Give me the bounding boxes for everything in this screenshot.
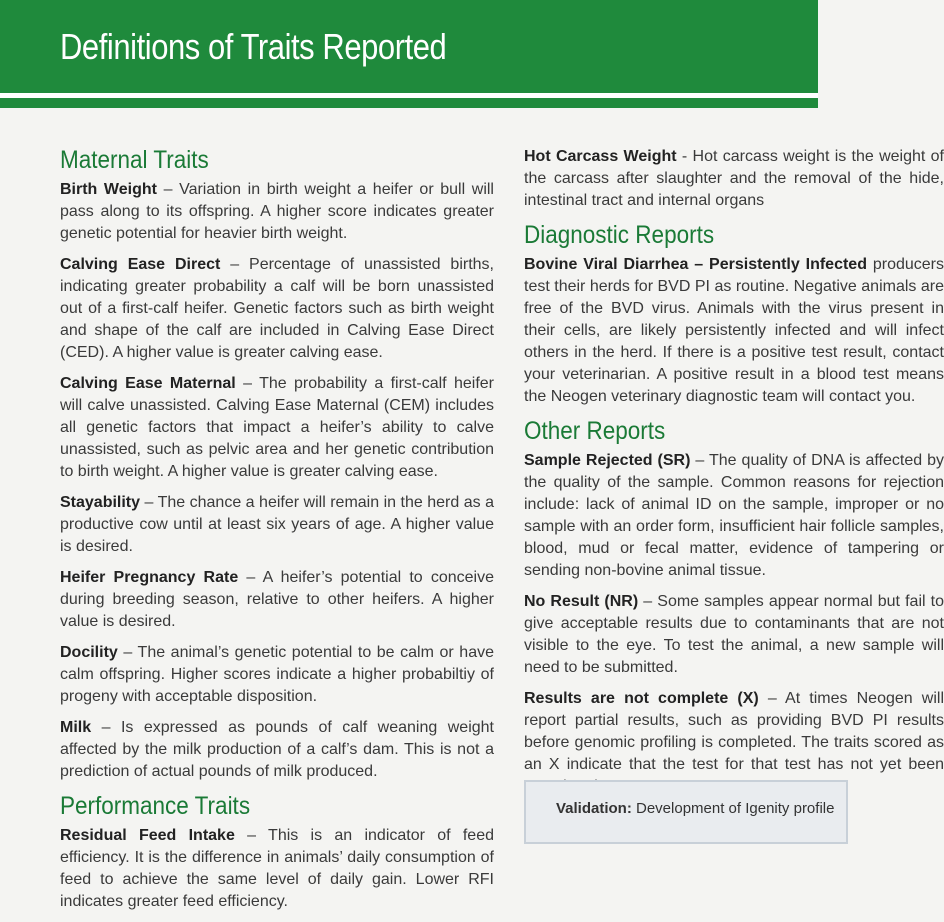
trait-stayability <box>60 492 494 558</box>
section-heading-diagnostic: Diagnostic Reports <box>524 221 715 249</box>
section-heading-performance: Performance Traits <box>60 792 251 820</box>
definition: – Some samples appear normal but fail to give acceptable results due to contaminants that are not visible to the eye. To test the animal, a new sample will need to be submitted. <box>524 593 944 676</box>
term: Hot Carcass Weight <box>524 148 677 165</box>
term: Docility <box>60 644 118 661</box>
validation-box <box>524 780 848 844</box>
definition: – At times Neogen will report partial results, such as providing BVD PI results before genomic profiling is completed. The traits scored as an X indicate that the test for that test has not yet been <box>524 690 944 773</box>
trait-docility <box>60 642 494 708</box>
trait-calving-ease-maternal <box>60 373 494 483</box>
trait-hot-carcass-weight <box>524 146 944 212</box>
page-title: Definitions of Traits Reported <box>60 26 447 67</box>
term: Bovine Viral Diarrhea – Persistently Infected <box>524 256 867 273</box>
definition: – Variation in birth weight a heifer or bull will pass along to its offspring. A higher score indicates greater genetic potential for heavier birth weight. <box>60 181 494 242</box>
validation-body: Development of Igenity profile <box>631 800 835 817</box>
definition: – Percentage of unassisted births, indicating greater probability a calf will be born unassisted out of a first-calf heifer. Genetic factors such as birth weight and shape of the calf are included in Calving Ease Direct (CED). A higher value is greater calving ease. <box>60 256 494 361</box>
report-sample-rejected <box>524 450 944 582</box>
left-column <box>60 140 494 922</box>
trait-milk <box>60 717 494 783</box>
trait-residual-feed-intake <box>60 825 494 913</box>
validation-text <box>556 800 834 817</box>
term: Heifer Pregnancy Rate <box>60 569 239 586</box>
term: Results are not complete (X) <box>524 690 759 707</box>
definition: – The probability a first-calf heifer will calve unassisted. Calving Ease Maternal (CEM) includes all genetic factors that impact a heifer’s ability to calve unassisted, such as pelvic area and her genetic contribution to birth weight. A higher value is greater calving ease. <box>60 375 495 480</box>
definition: – The quality of DNA is affected by the quality of the sample. Common reasons for rejection include: lack of animal ID on the sample, improper or no sample with an order form, insufficient hair follicle samples, blood, mud or fecal matter, evidence of tampering or sending non-bovine animal tissue. <box>524 452 944 579</box>
validation-label: Validation: <box>556 800 632 817</box>
trait-birth-weight <box>60 179 494 245</box>
right-column-clip <box>524 140 944 818</box>
term: Sample Rejected (SR) <box>524 452 691 469</box>
definition: – Is expressed as pounds of calf weaning weight affected by the milk production of a calf’s dam. This is not a prediction of actual pounds of milk produced. <box>60 719 494 780</box>
term: Calving Ease Direct <box>60 256 221 273</box>
term: Calving Ease Maternal <box>60 375 236 392</box>
term: Milk <box>60 719 92 736</box>
definition: - Hot carcass weight is the weight of the carcass after slaughter and the removal of the hide, intestinal tract and internal organs <box>524 148 944 209</box>
definition: producers test their herds for BVD PI as routine. Negative animals are free of the BVD virus. Animals with the virus present in their cells, are likely persistently infected and will infect others in the herd. If there is a positive test result, contact your veterinarian. A positive result in a blood test means the Neogen veterinary diagnostic team will contact you. <box>524 256 944 405</box>
term: No Result (NR) <box>524 593 639 610</box>
divider-green <box>0 98 818 108</box>
trait-heifer-pregnancy-rate <box>60 567 494 633</box>
term: Residual Feed Intake <box>60 827 235 844</box>
term: Stayability <box>60 494 141 511</box>
definition: – A heifer’s potential to conceive during breeding season, relative to other heifers. A higher value is desired. <box>60 569 495 630</box>
definition: – The chance a heifer will remain in the herd as a productive cow until at least six years of age. A higher value is desired. <box>60 494 494 555</box>
definition: – The animal’s genetic potential to be calm or have calm offspring. Higher scores indicate a higher probabiltiy of progeny with acceptable disposition. <box>60 644 494 705</box>
term: Birth Weight <box>60 181 157 198</box>
report-bvd-pi <box>524 254 944 408</box>
section-heading-maternal: Maternal Traits <box>60 146 209 174</box>
report-no-result <box>524 591 944 679</box>
section-heading-other: Other Reports <box>524 417 666 445</box>
definition: – This is an indicator of feed efficiency. It is the difference in animals’ daily consumption of feed to achieve the same level of daily gain. Lower RFI indicates greater feed efficiency. <box>60 827 495 910</box>
trait-calving-ease-direct <box>60 254 494 364</box>
right-column <box>524 146 944 798</box>
title-banner <box>0 0 818 93</box>
